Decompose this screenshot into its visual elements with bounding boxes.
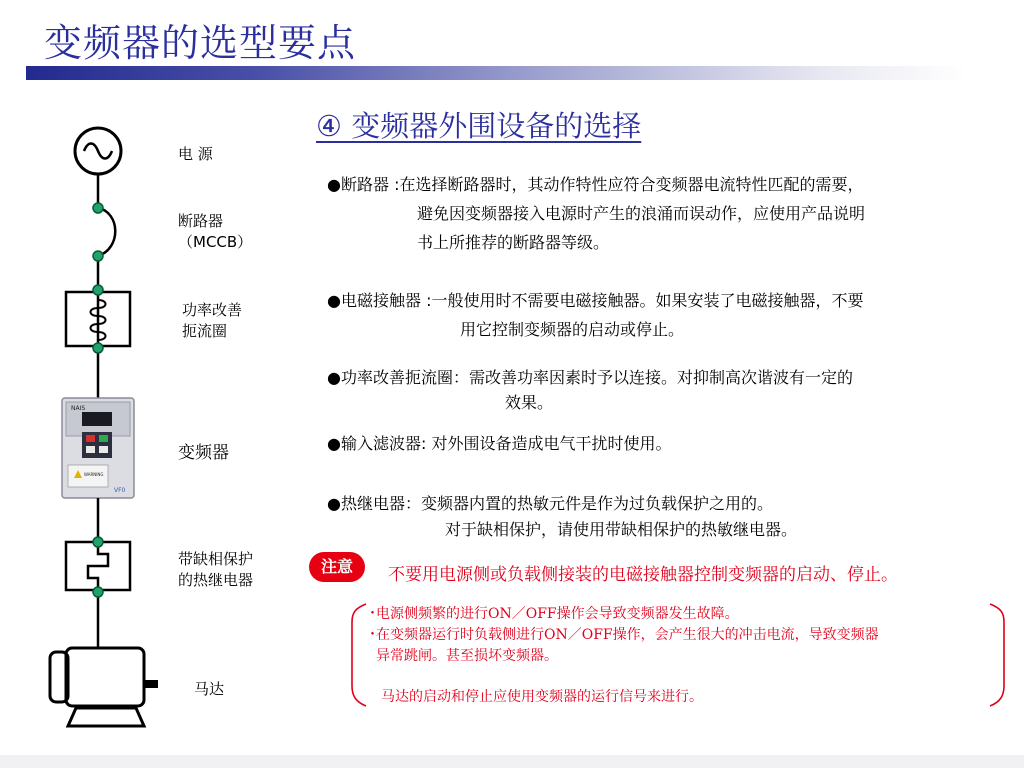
label-power: 电 源	[178, 145, 213, 163]
item-text: ：需改善功率因素时予以连接。对抑制高次谐波有一定的	[452, 368, 853, 387]
label-thermal-relay	[178, 549, 253, 591]
inverter-device-icon	[62, 398, 134, 498]
thermal-relay-icon	[66, 540, 130, 592]
item-label: 断路器	[340, 175, 389, 194]
label-breaker-line1: 断路器	[178, 212, 224, 230]
bullet-icon: ●	[327, 291, 341, 310]
section-title: ④ 变频器外围设备的选择	[316, 109, 642, 143]
wiring-schematic	[40, 120, 170, 732]
bullet-icon: ●	[327, 175, 341, 194]
inverter-warning-label: WARNING	[84, 472, 104, 477]
caution-badge: 注意	[309, 552, 365, 582]
label-relay-line1: 带缺相保护	[178, 550, 254, 568]
motor-icon	[50, 648, 158, 726]
item-text: 效果。	[505, 393, 554, 412]
bullet-icon: ●	[327, 434, 341, 453]
page-title: 变频器的选型要点	[44, 21, 357, 65]
power-source-icon	[75, 128, 121, 174]
inverter-model-label: VF0	[114, 487, 126, 494]
label-relay-line2: 的热继电器	[178, 571, 254, 589]
item-thermal	[327, 489, 797, 542]
label-breaker-line2: （MCCB）	[178, 233, 253, 251]
item-text: 对于缺相保护，请使用带缺相保护的热敏继电器。	[445, 520, 798, 539]
footer-band	[0, 755, 1024, 768]
item-text: ：变频器内置的热敏元件是作为过负载保护之用的。	[404, 494, 773, 513]
label-inverter: 变频器	[178, 443, 229, 463]
caution-notes	[369, 604, 879, 667]
item-label: 电磁接触器	[340, 291, 421, 310]
item-label: 输入滤波器	[340, 434, 421, 453]
caution-conclusion: 马达的启动和停止应使用变频器的运行信号来进行。	[381, 689, 703, 705]
item-reactor	[327, 363, 853, 414]
note-line: ･在变频器运行时负载侧进行ON／OFF操作，会产生很大的冲击电流，导致变频器	[369, 627, 879, 643]
label-motor: 马达	[194, 680, 225, 698]
item-text: : 对外围设备造成电气干扰时使用。	[420, 434, 672, 453]
item-text: :一般使用时不需要电磁接触器。如果安装了电磁接触器，不要	[420, 291, 864, 310]
breaker-switch-icon	[98, 208, 115, 256]
item-label: 功率改善扼流圈	[340, 368, 453, 387]
label-breaker	[178, 211, 252, 253]
title-divider-bar	[26, 66, 966, 80]
caution-text: 不要用电源侧或负载侧接装的电磁接触器控制变频器的启动、停止。	[388, 565, 898, 585]
item-breaker	[327, 170, 865, 257]
item-label: 热继电器	[340, 494, 405, 513]
label-reactor-line1: 功率改善	[182, 301, 243, 319]
item-contactor	[327, 286, 863, 344]
bullet-icon: ●	[327, 368, 341, 387]
item-text: 书上所推荐的断路器等级。	[417, 233, 610, 252]
reactor-coil-icon	[66, 290, 130, 348]
note-line: 异常跳闸。甚至损坏变频器。	[376, 648, 558, 664]
bullet-icon: ●	[327, 494, 341, 513]
item-text: 用它控制变频器的启动或停止。	[460, 320, 685, 339]
item-text: :在选择断路器时，其动作特性应符合变频器电流特性匹配的需要，	[388, 175, 864, 194]
inverter-brand-label: NAIS	[71, 405, 86, 412]
note-line: ･电源侧频繁的进行ON／OFF操作会导致变频器发生故障。	[369, 606, 739, 622]
item-filter	[327, 429, 671, 458]
label-reactor-line2: 扼流圈	[182, 322, 228, 340]
label-reactor	[182, 300, 242, 342]
item-text: 避免因变频器接入电源时产生的浪涌而误动作，应使用产品说明	[417, 204, 866, 223]
